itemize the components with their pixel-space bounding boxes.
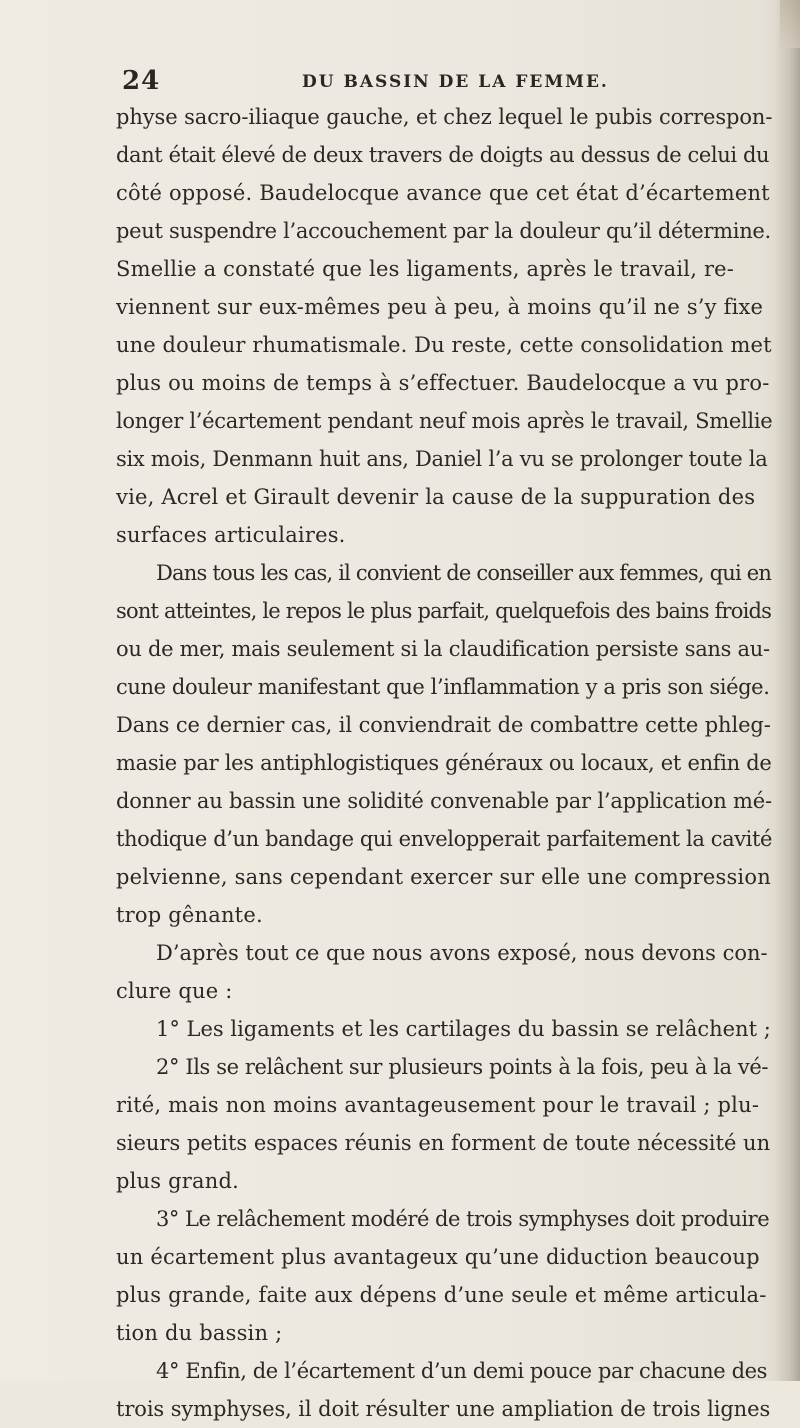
text-line: surfaces articulaires.: [116, 523, 346, 547]
text-line: ou de mer, mais seulement si la claudification persiste sans au-: [116, 637, 770, 661]
text-line: plus grand.: [116, 1169, 239, 1193]
text-line: tion du bassin ;: [116, 1321, 283, 1345]
text-line: peut suspendre l’accouchement par la douleur qu’il détermine.: [116, 219, 771, 243]
corner-mark: [780, 0, 800, 48]
list-item: 1° Les ligaments et les cartilages du bassin se relâchent ;: [156, 1017, 771, 1041]
text-line: dant était élevé de deux travers de doigts au dessus de celui du: [116, 143, 770, 167]
paragraph-start: Dans tous les cas, il convient de conseiller aux femmes, qui en: [156, 561, 772, 585]
text-line: trop gênante.: [116, 903, 263, 927]
text-line: un écartement plus avantageux qu’une diduction beaucoup: [116, 1245, 760, 1269]
page-edge-shadow: [774, 0, 800, 1381]
text-line: rité, mais non moins avantageusement pour le travail ; plu-: [116, 1093, 760, 1117]
list-item: 4° Enfin, de l’écartement d’un demi pouce par chacune des: [156, 1359, 768, 1383]
text-line: thodique d’un bandage qui envelopperait parfaitement la cavité: [116, 827, 773, 851]
text-line: sont atteintes, le repos le plus parfait, quelquefois des bains froids: [116, 599, 772, 623]
text-line: masie par les antiphlogistiques généraux ou locaux, et enfin de: [116, 751, 772, 775]
text-line: Smellie a constaté que les ligaments, après le travail, re-: [116, 257, 735, 281]
text-line: longer l’écartement pendant neuf mois après le travail, Smellie: [116, 409, 773, 433]
text-line: côté opposé. Baudelocque avance que cet état d’écartement: [116, 181, 770, 205]
text-line: cune douleur manifestant que l’inflammation y a pris son siége.: [116, 675, 770, 699]
text-line: viennent sur eux-mêmes peu à peu, à moins qu’il ne s’y fixe: [116, 295, 764, 319]
text-line: pelvienne, sans cependant exercer sur elle une compression: [116, 865, 771, 889]
list-item: 2° Ils se relâchent sur plusieurs points à la fois, peu à la vé-: [156, 1055, 769, 1079]
text-line: vie, Acrel et Girault devenir la cause de la suppuration des: [116, 485, 756, 509]
text-line: sieurs petits espaces réunis en forment de toute nécessité un: [116, 1131, 771, 1155]
text-line: donner au bassin une solidité convenable par l’application mé-: [116, 789, 772, 813]
text-line: physe sacro-iliaque gauche, et chez lequel le pubis correspon-: [116, 105, 773, 129]
paragraph-start: D’après tout ce que nous avons exposé, nous devons con-: [156, 941, 768, 965]
text-line: une douleur rhumatismale. Du reste, cette consolidation met: [116, 333, 772, 357]
text-line: plus ou moins de temps à s’effectuer. Baudelocque a vu pro-: [116, 371, 770, 395]
list-item: 3° Le relâchement modéré de trois symphyses doit produire: [156, 1207, 770, 1231]
text-line: clure que :: [116, 979, 233, 1003]
text-line: six mois, Denmann huit ans, Daniel l’a vu se prolonger toute la: [116, 447, 768, 471]
text-line: trois symphyses, il doit résulter une ampliation de trois lignes: [116, 1397, 771, 1421]
text-line: Dans ce dernier cas, il conviendrait de combattre cette phleg-: [116, 713, 771, 737]
body-text: [116, 98, 772, 1428]
running-title: DU BASSIN DE LA FEMME.: [302, 72, 609, 92]
text-line: plus grande, faite aux dépens d’une seule et même articula-: [116, 1283, 767, 1307]
page-number: 24: [122, 66, 161, 96]
